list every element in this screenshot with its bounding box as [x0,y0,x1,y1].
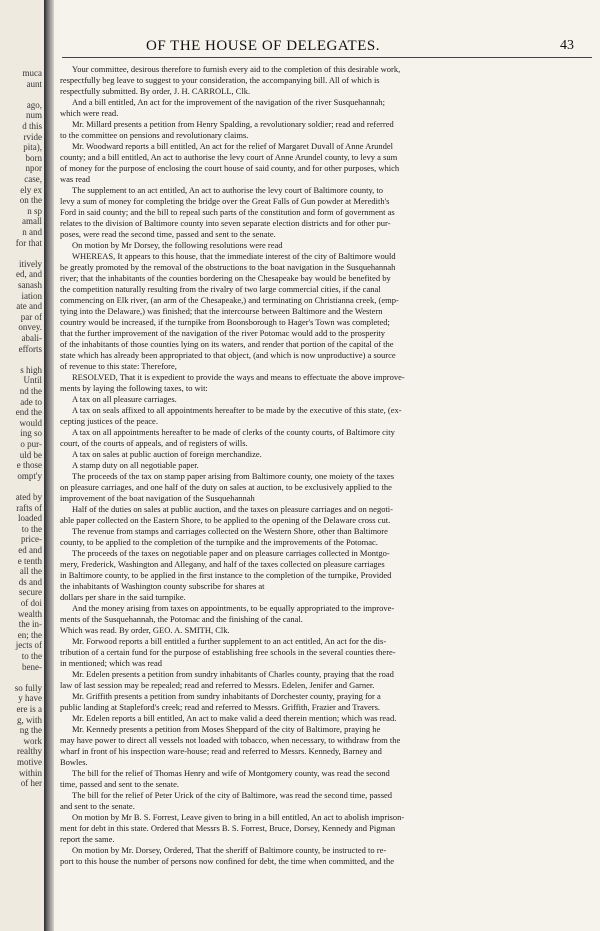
margin-fragment: loaded [18,513,42,524]
margin-fragment: ing so [20,428,42,439]
margin-fragment: aunt [26,78,42,89]
text-line: The bill for the relief of Thomas Henry and wife of Montgomery county, was read the second [72,768,390,778]
text-line: time, passed and sent to the senate. [60,779,179,789]
text-line: Mr. Forwood reports a bill entitled a further supplement to an act entitled, An act for the dis- [72,636,387,646]
margin-fragment: wealth [18,608,42,619]
text-line: on pleasure carriages, and one half of the duty on sales at auction, to be exclusively applied to the [60,482,392,492]
margin-fragment: o pur- [20,439,42,449]
margin-fragment: en; the [17,629,42,640]
margin-fragment: ng the [19,725,42,736]
text-line: and sent to the senate. [60,801,135,811]
page-number: 43 [560,38,574,53]
margin-fragment: ompt'y [17,470,42,481]
text-line: The revenue from stamps and carriages collected on the Western Shore, other than Baltimore [72,526,388,536]
text-line: Mr. Griffith presents a petition from sundry inhabitants of Dorchester county, praying for a [72,691,381,701]
text-line: law of last session may be repealed; read and referred to Messrs. Edelen, Jenifer and Garner. [60,680,375,690]
margin-fragment: e those [16,460,42,471]
text-line: On motion by Mr. Dorsey, Ordered, That the sheriff of Baltimore county, be instructed to re- [72,845,387,855]
margin-fragment: on the [19,195,42,206]
text-line: county; and a bill entitled, An act to authorise the levy court of Anne Arundel county, to levy a sum [60,152,398,162]
running-head: OF THE HOUSE OF DELEGATES. [146,38,380,54]
margin-fragment: within [18,767,42,778]
text-line: Mr. Edelen reports a bill entitled, An act to make valid a deed therein mention; which was read. [72,713,397,723]
text-line: the inhabitants of Washington county subscribe for shares at [60,581,265,591]
text-line: levy a sum of money for completing the bridge over the Great Falls of Gun powder at Meredith's [60,196,390,206]
margin-fragment: abali- [21,333,42,343]
text-line: The bill for the relief of Peter Urick of the city of Baltimore, was read the second time, passed [72,790,393,800]
margin-fragment: s high [20,364,42,375]
margin-fragment: born [25,152,42,163]
text-line: dollars per share in the said turnpike. [60,592,186,602]
text-line: was read [60,174,90,184]
text-line: The proceeds of the taxes on negotiable paper and on pleasure carriages collected in Montgo- [72,548,390,558]
text-line: the competition naturally resulting from the rivalry of two large commercial cities, if the canal [60,284,381,294]
margin-fragment: Until [23,375,42,386]
margin-fragment: ed, and [16,269,42,280]
margin-fragment: so fully [14,682,42,693]
margin-fragment: n and [22,227,42,237]
margin-fragment: uld be [19,449,42,460]
margin-fragment: motive [17,757,42,767]
margin-fragment: jects of [15,640,42,651]
text-line: And a bill entitled, An act for the improvement of the navigation of the river Susquehannah; [72,97,386,107]
text-line: tying into the Delaware,) was finished; that the intercourse between Baltimore and the Western [60,306,383,316]
text-line: commencing on Elk river, (an arm of the Chesapeake,) and terminating on Christianna creek, (emp- [60,295,399,305]
margin-fragment: e tenth [17,555,42,566]
text-line: Bowles. [60,757,88,767]
margin-fragment: ago, [26,99,42,110]
text-line: And the money arising from taxes on appointments, to be equally appropriated to the improve- [72,603,395,613]
margin-fragment: rvide [23,131,42,142]
text-line: to the committee on pensions and revolutionary claims. [60,130,249,140]
text-line: tribution of a certain fund for the purpose of establishing free schools in the several counties there- [60,647,396,657]
text-line: able paper collected on the Eastern Shore, to be applied to the opening of the Delaware cross cut. [60,515,391,525]
margin-fragment: nd the [19,386,42,396]
margin-fragment: ely ex [20,184,42,195]
text-line: public landing at Stapleford's creek; read and referred to Messrs. Griffith, Frazier and Travers. [60,702,381,712]
margin-fragment: pita), [23,142,42,153]
margin-fragment: ed and [18,545,42,555]
margin-fragment: of doi [20,598,42,608]
text-line: report the same. [60,834,115,844]
margin-fragment: of her [20,778,42,789]
margin-fragment: ds and [18,576,42,587]
text-line: respectfully beg leave to suggest to your consideration, the accompanying bill. All of which is [60,75,380,85]
margin-fragment: would [19,417,42,428]
text-line: Your committee, desirous therefore to furnish every aid to the completion of this desirable work, [72,64,401,74]
margin-fragment: amall [22,216,42,227]
text-line: ments of the Susquehannah, the Potomac and the finishing of the canal. [60,614,303,624]
text-line: Mr. Woodward reports a bill entitled, An act for the relief of Margaret Duvall of Anne Arundel [72,141,393,151]
margin-fragment: ated by [15,492,42,502]
text-line: wharf in front of his inspection ware-house; read and referred to Messrs. Kennedy, Barney and [60,746,382,756]
margin-fragment: case, [24,174,42,184]
left-margin-previous-page [0,0,44,931]
text-line: country would be increased, if the turnpike from Boonsborough to Hager's Town was completed; [60,317,390,327]
margin-fragment: work [23,735,42,746]
margin-fragment: realthy [17,746,42,757]
book-spine-shadow [44,0,54,931]
margin-fragment: ere is a [16,704,42,714]
header-rule [62,57,592,58]
text-line: A stamp duty on all negotiable paper. [72,460,199,470]
text-line: river; that the inhabitants of the counties bordering on the Chesapeake bay would be benefited by [60,273,391,283]
text-line: improvement of the boat navigation of the Susquehannah [60,493,255,503]
text-line: Which was read. By order, GEO. A. SMITH, Clk. [60,625,230,635]
margin-fragment: npor [25,163,42,174]
text-line: The supplement to an act entitled, An act to authorise the levy court of Baltimore county, to [72,185,384,195]
margin-fragment: bene- [22,661,42,672]
text-line: court, of the courts of appeals, and of registers of wills. [60,438,248,448]
margin-fragment: the in- [18,619,42,630]
text-line: respectfully submitted. By order, J. H. CARROLL, Clk. [60,86,251,96]
text-line: WHEREAS, It appears to this house, that the immediate interest of the city of Baltimore would [72,251,396,261]
text-line: Ford in said county; and the bill to repeal such parts of the constitution and form of government as [60,207,395,217]
margin-fragment: to the [21,523,42,534]
text-line: mery, Frederick, Washington and Allegany, and half of the taxes collected on pleasure carriages [60,559,385,569]
margin-fragment: efforts [18,343,42,354]
text-line: RESOLVED, That it is expedient to provide the ways and means to effectuate the above improve- [72,372,405,382]
margin-fragment: iation [21,290,42,301]
text-line: On motion by Mr B. S. Forrest, Leave given to bring in a bill entitled, An act to abolish imprison- [72,812,405,822]
text-line: which were read. [60,108,119,118]
text-line: that the further improvement of the navigation of the river Potomac would add to the prosperity [60,328,386,338]
text-line: The proceeds of the tax on stamp paper arising from Baltimore county, one moiety of the taxes [72,471,395,481]
text-line: Mr. Millard presents a petition from Henry Spalding, a revolutionary soldier; read and referred [72,119,394,129]
text-line: A tax on all appointments hereafter to be made of clerks of the county courts, of Baltimore city [72,427,395,437]
margin-fragment: sanash [18,280,42,290]
margin-fragment: ade to [20,396,42,407]
margin-fragment: to the [21,651,42,661]
text-line: of money for the purpose of enclosing the court house of said county, and for other purposes, which [60,163,400,173]
text-line: of the inhabitants of those counties lying on its waters, and render that portion of the capital of the [60,339,394,349]
page-header [54,38,600,58]
margin-fragment: num [25,110,42,121]
margin-fragment: g, with [16,714,42,725]
margin-fragment: rafts of [16,502,42,513]
text-line: in mentioned; which was read [60,658,162,668]
text-line: poses, were read the second time, passed and sent to the senate. [60,229,276,239]
text-line: in Baltimore county, to be applied in the first instance to the completion of the turnpike, Provided [60,570,392,580]
text-line: A tax on all pleasure carriages. [72,394,177,404]
margin-fragment: all the [19,566,42,577]
margin-fragment: d this [22,121,42,131]
margin-fragment: n sp [27,205,42,216]
text-line: ments by laying the following taxes, to wit: [60,383,208,393]
text-line: ment for debt in this state. Ordered that Messrs B. S. Forrest, Bruce, Dorsey, Kennedy and Pigman [60,823,396,833]
text-line: may have power to direct all vessels not loaded with tobacco, when necessary, to withdraw from the [60,735,401,745]
text-line: A tax on sales at public auction of foreign merchandize. [72,449,262,459]
margin-fragment: par of [20,311,42,322]
text-line: relates to the division of Baltimore county into seven separate election districts and for other pur- [60,218,391,228]
text-line: be greatly promoted by the removal of the obstructions to the boat navigation in the Susquehannah [60,262,396,272]
text-line: A tax on seals affixed to all appointments hereafter to be made by the executive of this state, (ex- [72,405,402,415]
margin-fragment: secure [19,587,42,598]
text-line: Mr. Kennedy presents a petition from Moses Sheppard of the city of Baltimore, praying he [72,724,381,734]
text-line: On motion by Mr Dorsey, the following resolutions were read [72,240,283,250]
margin-fragment: for that [15,237,42,248]
text-line: state which has already been appropriated to that object, (and which is now unproductive) a source [60,350,396,360]
text-line: Mr. Edelen presents a petition from sundry inhabitants of Charles county, praying that the road [72,669,394,679]
text-line: county, to be applied to the completion of the turnpike and the improvements of the Potomac. [60,537,378,547]
margin-fragment: itively [19,258,42,269]
margin-fragment: price- [21,534,42,545]
text-line: port to this house the number of persons now confined for debt, the time when committed, and the [60,856,395,866]
margin-fragment: onvey. [18,322,42,333]
margin-fragment: ate and [16,301,42,312]
text-line: Half of the duties on sales at public auction, and the taxes on pleasure carriages and on negoti- [72,504,394,514]
text-line: cepting justices of the peace. [60,416,158,426]
margin-fragment: end the [15,407,42,418]
margin-fragment: muca [22,68,42,78]
text-line: of revenue to this state: Therefore, [60,361,177,371]
margin-fragment: y have [18,693,42,704]
